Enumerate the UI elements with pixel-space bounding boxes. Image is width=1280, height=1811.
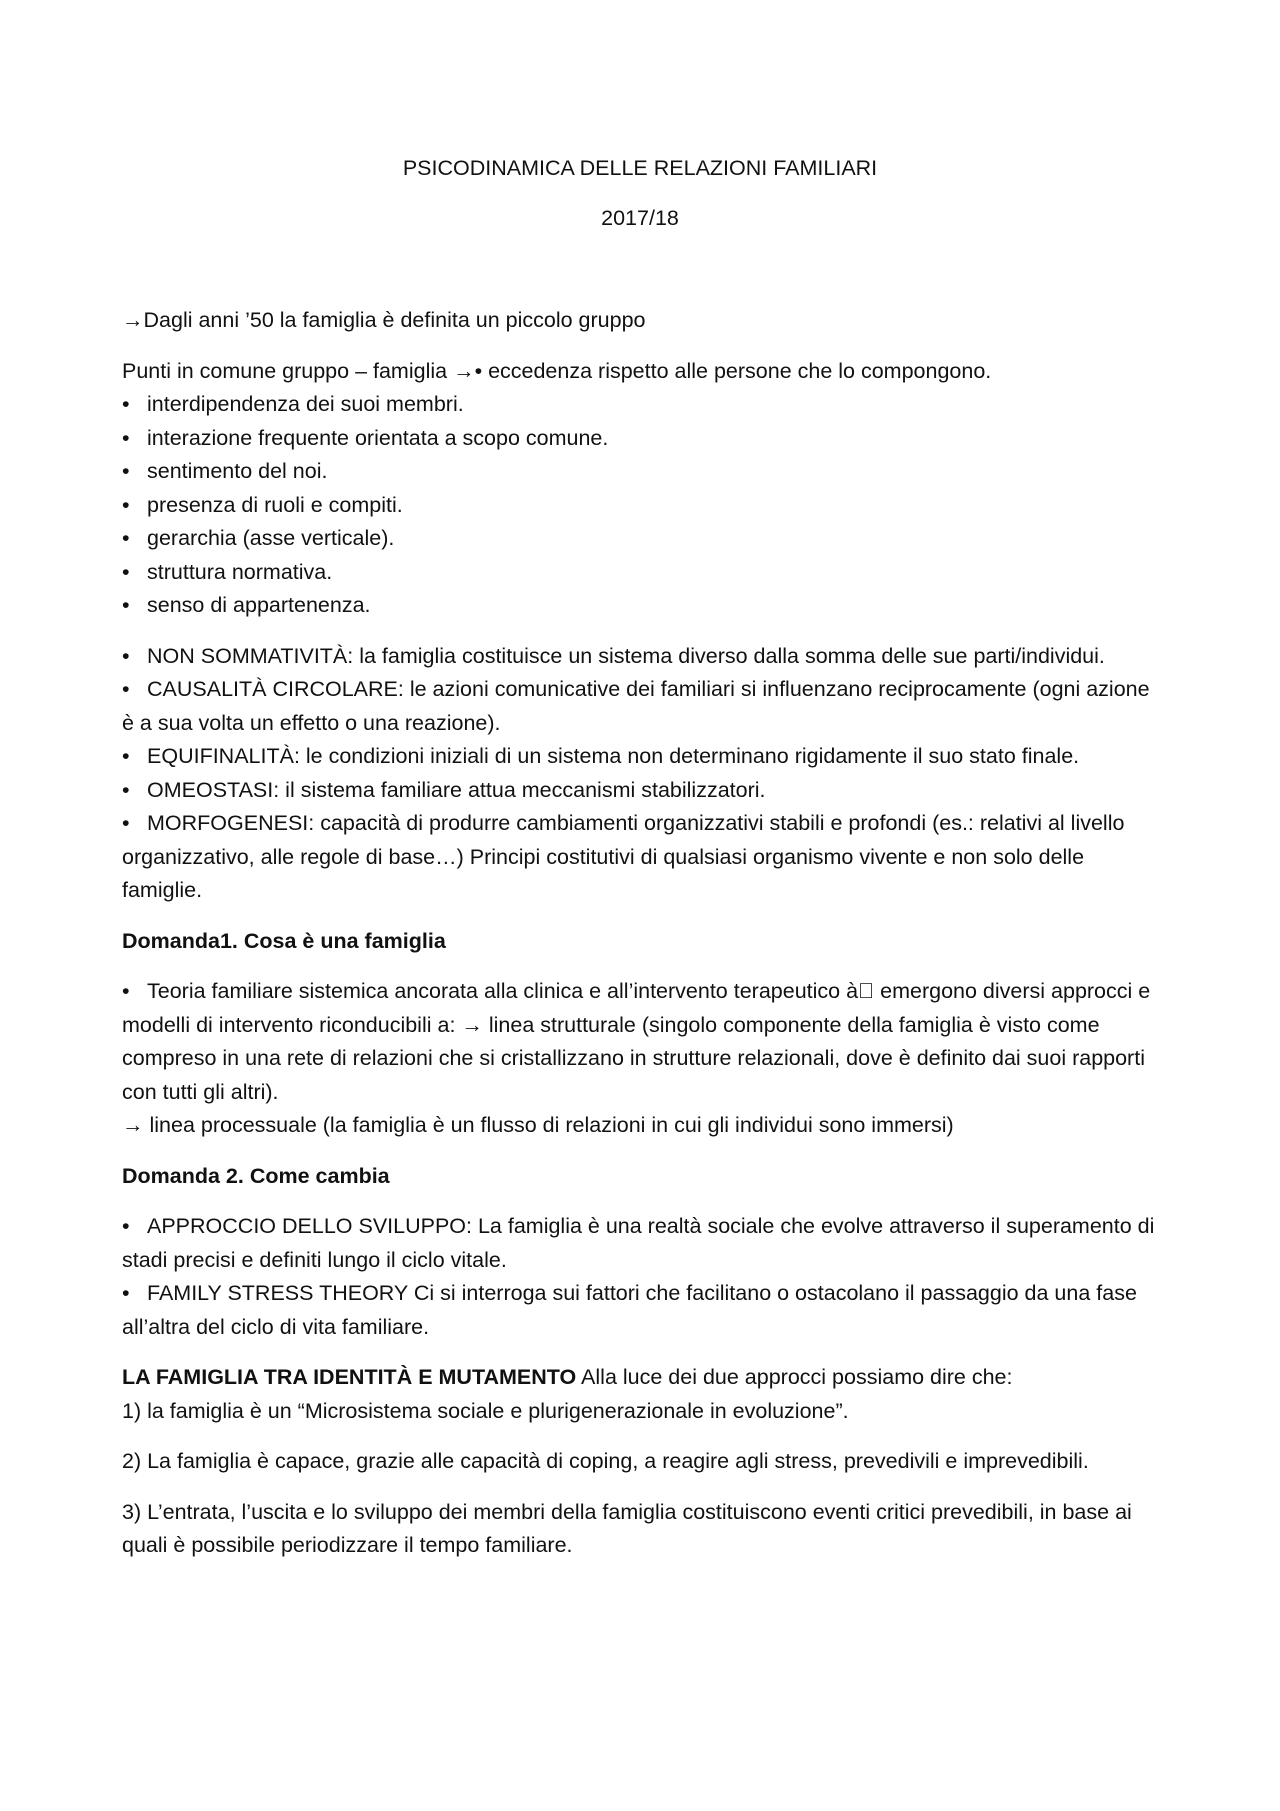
bullet-icon: •	[122, 459, 130, 483]
list-item: • sentimento del noi.	[122, 455, 1164, 489]
list-item: • FAMILY STRESS THEORY Ci si interroga sui fattori che facilitano o ostacolano il passaggio da una fase all’altra del ciclo di vita familiare.	[122, 1277, 1164, 1344]
common-points	[122, 355, 1164, 623]
question2-body	[122, 1210, 1164, 1344]
list-item: • interdipendenza dei suoi membri.	[122, 388, 1164, 422]
bullet-icon: •	[122, 677, 130, 701]
bullet-icon: •	[122, 777, 130, 802]
question1-body	[122, 975, 1164, 1143]
arrow-icon: →	[122, 1113, 144, 1137]
identity-point-2: 2) La famiglia è capace, grazie alle capacità di coping, a reagire agli stress, prevedivili e imprevedibili.	[122, 1449, 1089, 1473]
list-item: • senso di appartenenza.	[122, 589, 1164, 623]
question2-heading: Domanda 2. Come cambia	[122, 1163, 390, 1188]
intro-line	[122, 304, 1164, 338]
bullet-icon: •	[122, 593, 130, 617]
identity-point-3: 3) L’entrata, l’uscita e lo sviluppo dei membri della famiglia costituiscono eventi critici prevedibili, in base ai quali è possibile periodizzare il tempo familiare.	[122, 1499, 1132, 1557]
list-item: • EQUIFINALITÀ: le condizioni iniziali di un sistema non determinano rigidamente il suo stato finale.	[122, 740, 1164, 774]
document-year: 2017/18	[601, 206, 679, 230]
common-points-lead-line	[122, 355, 1164, 389]
principles-list	[122, 640, 1164, 908]
bullet-icon: •	[122, 979, 130, 1003]
document-title: PSICODINAMICA DELLE RELAZIONI FAMILIARI	[402, 156, 878, 180]
list-item: • presenza di ruoli e compiti.	[122, 489, 1164, 523]
identity-lead: Alla luce dei due approcci possiamo dire che:	[576, 1365, 1013, 1389]
bullet-icon: •	[122, 1214, 130, 1238]
identity-lead-line	[122, 1361, 1164, 1395]
common-points-first: • eccedenza rispetto alle persone che lo compongono.	[474, 358, 992, 383]
list-item: • Teoria familiare sistemica ancorata alla clinica e all’intervento terapeutico à  emergono diversi approcci e modelli di intervento riconducibili a: → linea strutturale (singolo componente della famiglia è visto come compreso in una rete di relazioni che si cristallizzano in strutture relazionali, dove è definito dai suoi rapporti con tutti gli altri).	[122, 975, 1164, 1109]
list-item: • CAUSALITÀ CIRCOLARE: le azioni comunicative dei familiari si influenzano reciprocamente (ogni azione è a sua volta un effetto o una reazione).	[122, 673, 1164, 740]
identity-point-1: 1) la famiglia è un “Microsistema sociale e plurigenerazionale in evoluzione”.	[122, 1398, 849, 1423]
bullet-icon: •	[122, 559, 130, 584]
list-item: • gerarchia (asse verticale).	[122, 522, 1164, 556]
arrow-icon: →	[122, 308, 144, 332]
list-item: • APPROCCIO DELLO SVILUPPO: La famiglia è una realtà sociale che evolve attraverso il superamento di stadi precisi e definiti lungo il ciclo vitale.	[122, 1210, 1164, 1277]
list-item: • MORFOGENESI: capacità di produrre cambiamenti organizzativi stabili e profondi (es.: relativi al livello organizzativo, alle regole di base…) Principi costitutivi di qualsiasi organismo vivente e non solo delle famiglie.	[122, 807, 1164, 908]
bullet-icon: •	[122, 425, 130, 450]
bullet-icon: •	[122, 744, 130, 768]
identity-heading: LA FAMIGLIA TRA IDENTITÀ E MUTAMENTO	[122, 1365, 577, 1389]
bullet-icon: •	[122, 643, 130, 668]
bullet-icon: •	[122, 811, 130, 835]
bullet-icon: •	[122, 492, 130, 517]
question1-line: → linea processuale (la famiglia è un flusso di relazioni in cui gli individui sono immersi)	[122, 1109, 1164, 1143]
list-item: • NON SOMMATIVITÀ: la famiglia costituisce un sistema diverso dalla somma delle sue parti/individui.	[122, 640, 1164, 674]
identity-section	[122, 1361, 1164, 1428]
bullet-icon: •	[122, 1281, 130, 1305]
bullet-icon: •	[122, 392, 130, 416]
document-body	[122, 304, 1164, 1563]
arrow-icon: →	[453, 358, 475, 383]
question1-heading: Domanda1. Cosa è una famiglia	[122, 928, 446, 953]
bullet-icon: •	[122, 526, 130, 550]
intro-text: Dagli anni ’50 la famiglia è definita un piccolo gruppo	[143, 308, 646, 332]
list-item: • OMEOSTASI: il sistema familiare attua meccanismi stabilizzatori.	[122, 774, 1164, 808]
common-points-lead: Punti in comune gruppo – famiglia	[122, 358, 454, 383]
list-item: • struttura normativa.	[122, 556, 1164, 590]
list-item: • interazione frequente orientata a scopo comune.	[122, 422, 1164, 456]
